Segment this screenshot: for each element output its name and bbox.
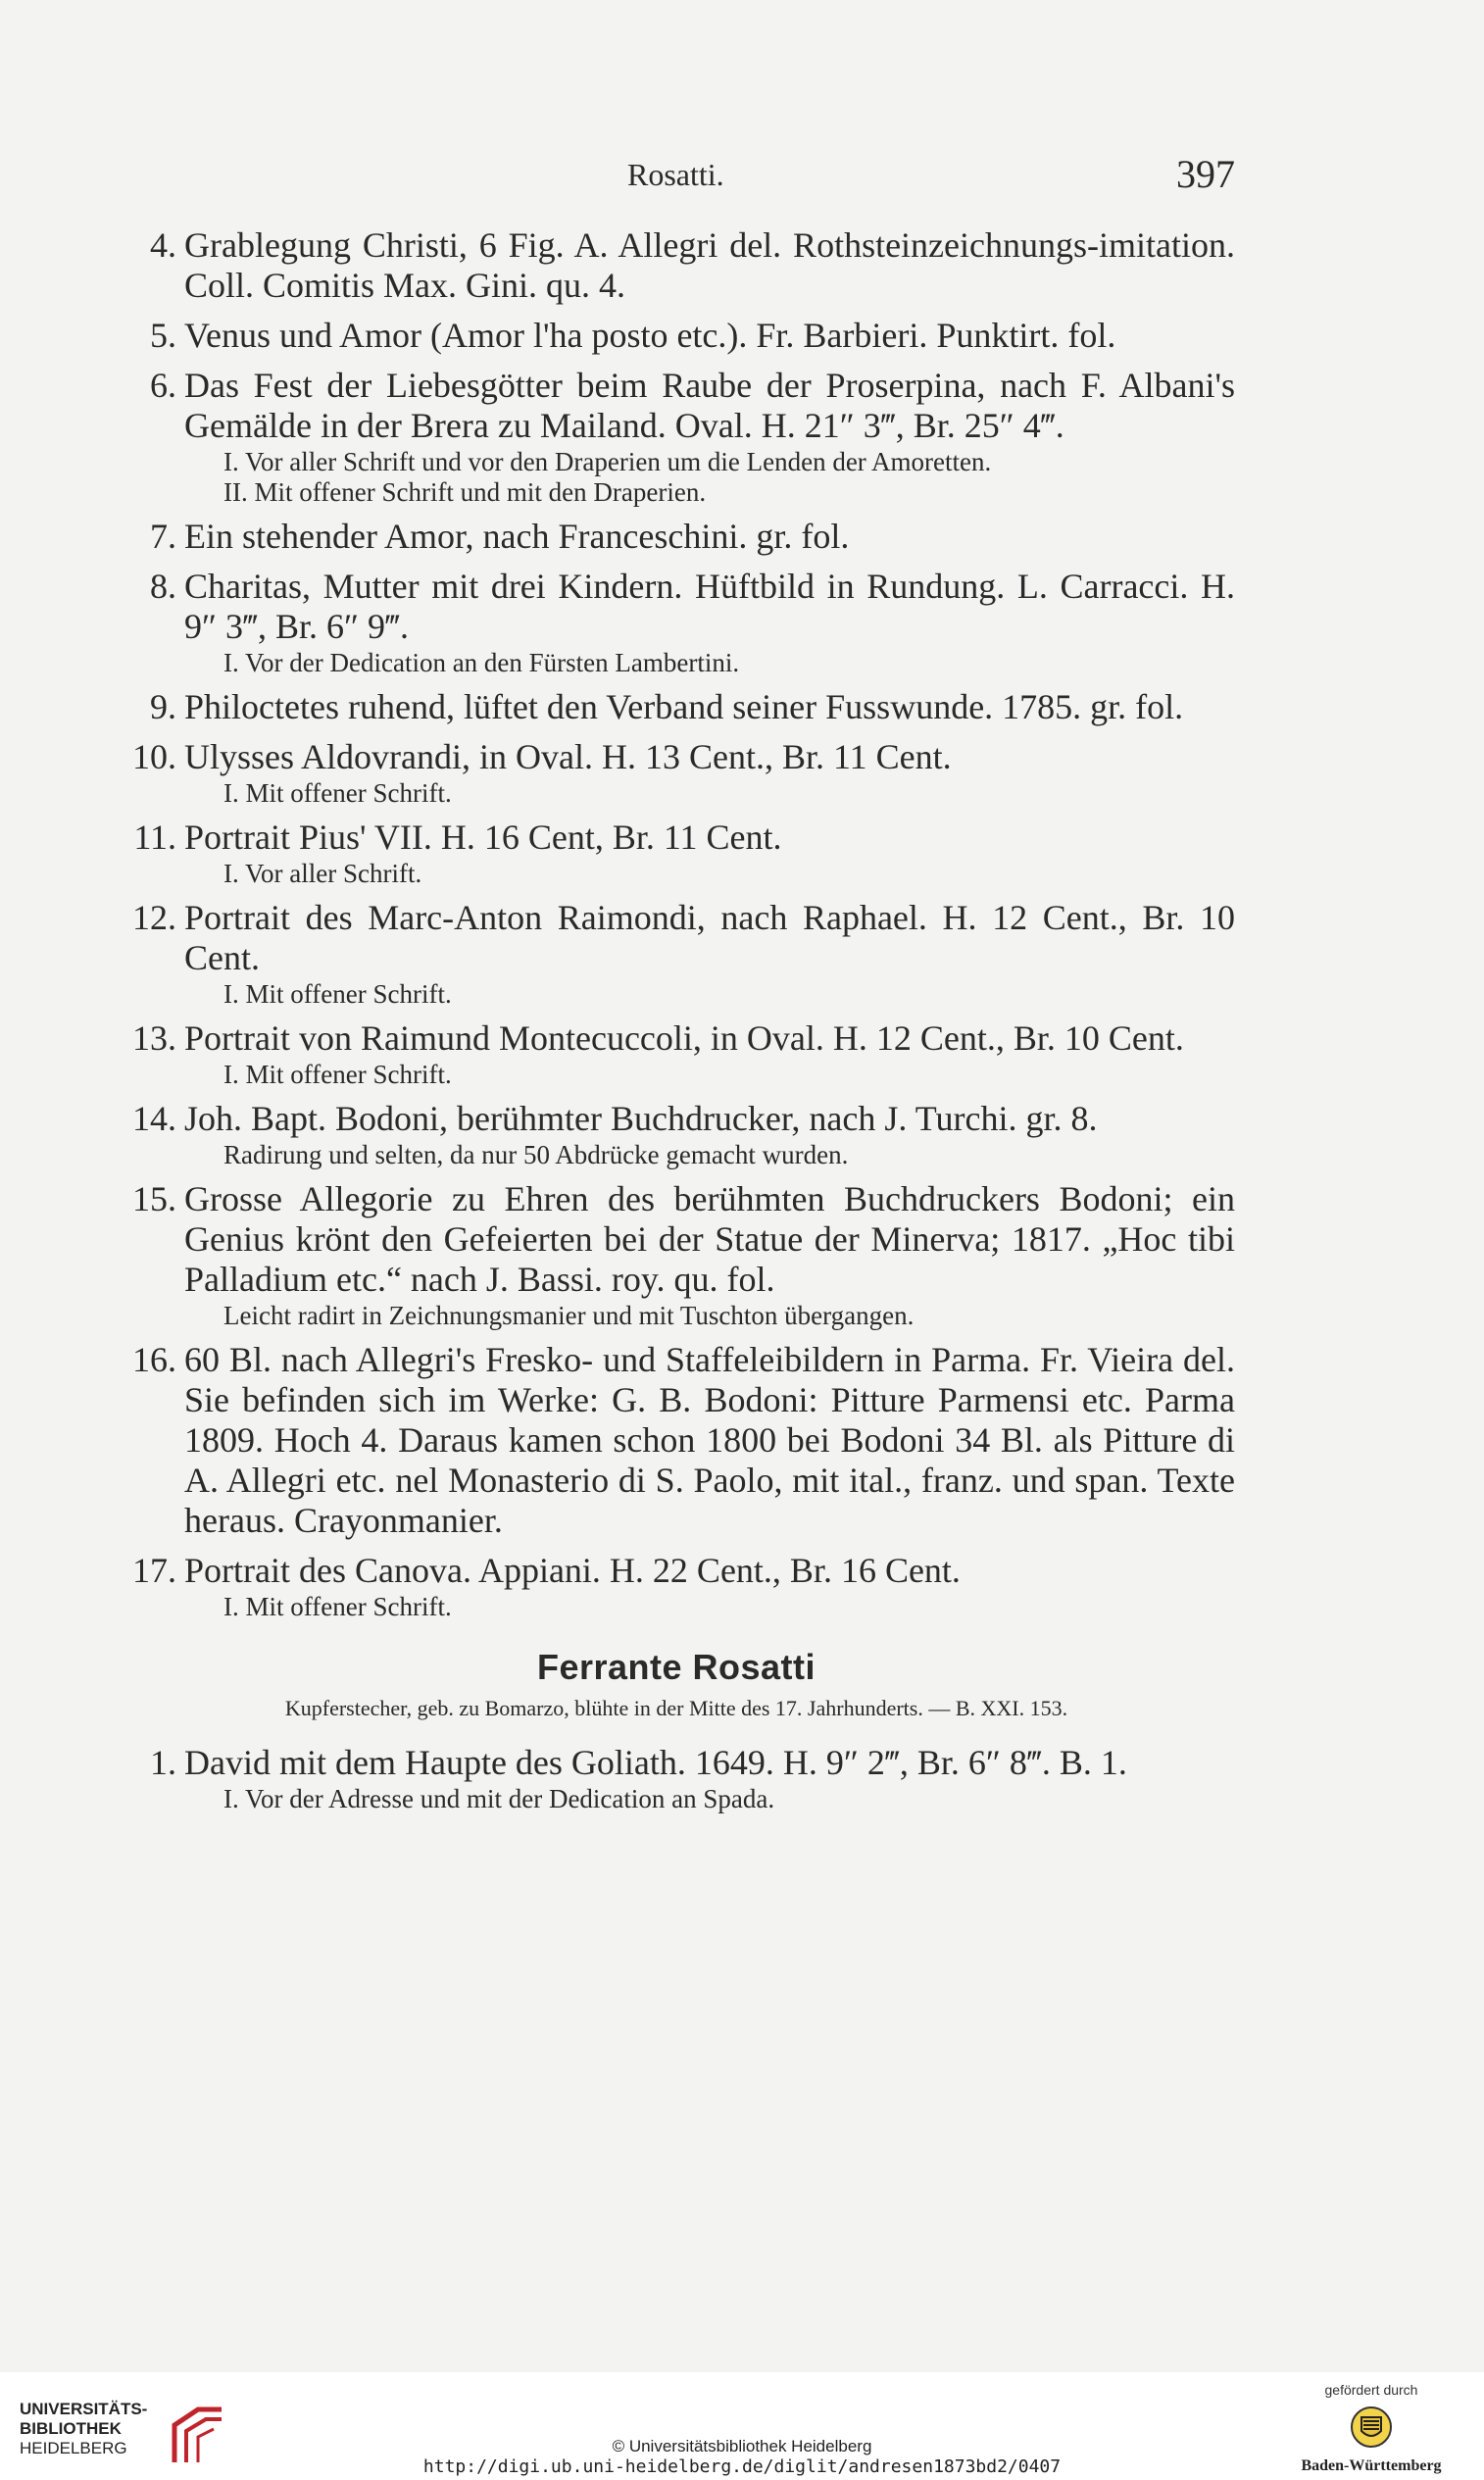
entry-text: Portrait von Raimund Montecuccoli, in Oval. H. 12 Cent., Br. 10 Cent. <box>184 1018 1184 1058</box>
catalog-entry <box>118 366 1235 507</box>
page-number: 397 <box>1176 152 1235 196</box>
entry-note: I. Mit offener Schrift. <box>223 979 452 1009</box>
entry-number: 12. <box>132 898 176 937</box>
logo-line-1: UNIVERSITÄTS- <box>20 2400 148 2418</box>
catalog-entry <box>118 225 1235 306</box>
entry-number: 6. <box>150 366 176 405</box>
entry-number: 14. <box>132 1099 176 1138</box>
entry-number: 13. <box>132 1018 176 1058</box>
entry-text: Joh. Bapt. Bodoni, berühmter Buchdrucker, nach J. Turchi. gr. 8. <box>184 1099 1098 1138</box>
section-title: Ferrante Rosatti <box>536 1647 816 1687</box>
entry-text: Portrait des Marc-Anton Raimondi, nach Raphael. H. 12 Cent., Br. 10 Cent. <box>184 898 1235 977</box>
coat-of-arms-icon <box>1348 2404 1395 2451</box>
entry-text: Grosse Allegorie zu Ehren des berühmten Buchdruckers Bodoni; ein Genius krönt den Gefeierten bei der Statue der Minerva; 1817. „Hoc tibi Palladium etc.“ nach J. Bassi. roy. qu. fol. <box>184 1179 1235 1299</box>
entry-note: I. Mit offener Schrift. <box>223 778 452 808</box>
entry-number: 9. <box>150 687 176 726</box>
entry-number: 10. <box>132 737 176 776</box>
entry-text: Ein stehender Amor, nach Franceschini. gr. fol. <box>184 517 850 556</box>
entry-note: Radirung und selten, da nur 50 Abdrücke gemacht wurden. <box>223 1140 849 1169</box>
sponsor-state-name: Baden-Württemberg <box>1301 2457 1442 2474</box>
entry-text: Das Fest der Liebesgötter beim Raube der Proserpina, nach F. Albani's Gemälde in der Brera zu Mailand. Oval. H. 21″ 3‴, Br. 25″ 4‴. <box>184 366 1235 445</box>
entry-text: Grablegung Christi, 6 Fig. A. Allegri del. Rothsteinzeichnungs-imitation. Coll. Comitis Max. Gini. qu. 4. <box>184 225 1235 305</box>
entry-list <box>118 225 1235 1621</box>
catalog-entry <box>118 517 1235 557</box>
entry-text: 60 Bl. nach Allegri's Fresko- und Staffeleibildern in Parma. Fr. Vieira del. Sie befinden sich im Werke: G. B. Bodoni: Pitture Parmensi etc. Parma 1809. Hoch 4. Daraus kamen schon 1800 bei Bodoni 34 Bl. als Pitture di A. Allegri etc. nel Monasterio di S. Paolo, mit ital., franz. und span. Texte heraus. Crayonmanier. <box>184 1340 1235 1540</box>
catalog-entry <box>118 1099 1235 1169</box>
footer <box>0 2372 1484 2480</box>
entry-text: Venus und Amor (Amor l'ha posto etc.). Fr. Barbieri. Punktirt. fol. <box>184 316 1116 355</box>
entry-text: Charitas, Mutter mit drei Kindern. Hüftbild in Rundung. L. Carracci. H. 9″ 3‴, Br. 6″ 9‴. <box>184 567 1235 646</box>
entry-note: I. Mit offener Schrift. <box>223 1592 452 1621</box>
catalog-entry <box>118 1743 1235 1813</box>
catalog-entry <box>118 567 1235 677</box>
entry-note: I. Mit offener Schrift. <box>223 1060 452 1089</box>
logo-line-3: HEIDELBERG <box>20 2439 127 2457</box>
entry-number: 15. <box>132 1179 176 1218</box>
entry-number: 1. <box>150 1743 176 1782</box>
logo-line-2: BIBLIOTHEK <box>20 2419 122 2438</box>
entry-note: II. Mit offener Schrift und mit den Draperien. <box>223 477 707 507</box>
entry-number: 7. <box>150 517 176 556</box>
entry-text: Ulysses Aldovrandi, in Oval. H. 13 Cent., Br. 11 Cent. <box>184 737 952 776</box>
sponsor-block[interactable] <box>1288 2382 1455 2475</box>
section-subtitle: Kupferstecher, geb. zu Bomarzo, blühte in der Mitte des 17. Jahrhunderts. — B. XXI. 153. <box>284 1696 1068 1720</box>
catalog-entry <box>118 818 1235 888</box>
entry-number: 4. <box>150 225 176 265</box>
catalog-entry <box>118 1551 1235 1621</box>
catalog-entry <box>118 1018 1235 1089</box>
catalog-entry <box>118 316 1235 356</box>
section-entry-list <box>118 1743 1235 1813</box>
entry-note: I. Vor der Adresse und mit der Dedication an Spada. <box>223 1784 775 1813</box>
copyright-notice: © Universitätsbibliothek Heidelberg <box>612 2437 872 2455</box>
permalink-url[interactable]: http://digi.ub.uni-heidelberg.de/diglit/andresen1873bd2/0407 <box>422 2456 1062 2477</box>
catalog-entries <box>118 225 1235 1823</box>
running-head: Rosatti. <box>627 157 724 192</box>
entry-note: I. Vor der Dedication an den Fürsten Lambertini. <box>223 648 740 677</box>
entry-number: 5. <box>150 316 176 355</box>
entry-text: Portrait des Canova. Appiani. H. 22 Cent., Br. 16 Cent. <box>184 1551 961 1590</box>
entry-number: 17. <box>132 1551 176 1590</box>
entry-number: 11. <box>133 818 176 857</box>
catalog-entry <box>118 737 1235 808</box>
entry-text: Philoctetes ruhend, lüftet den Verband seiner Fusswunde. 1785. gr. fol. <box>184 687 1184 726</box>
entry-text: David mit dem Haupte des Goliath. 1649. H. 9″ 2‴, Br. 6″ 8‴. B. 1. <box>184 1743 1127 1782</box>
catalog-entry <box>118 687 1235 727</box>
catalog-entry <box>118 1179 1235 1330</box>
entry-text: Portrait Pius' VII. H. 16 Cent, Br. 11 Cent. <box>184 818 782 857</box>
entry-note: I. Vor aller Schrift. <box>223 859 422 888</box>
page-header <box>118 152 1235 216</box>
entry-number: 8. <box>150 567 176 606</box>
entry-number: 16. <box>132 1340 176 1379</box>
sponsor-label: gefördert durch <box>1324 2382 1418 2398</box>
catalog-entry <box>118 1340 1235 1541</box>
entry-note: I. Vor aller Schrift und vor den Draperien um die Lenden der Amoretten. <box>223 447 992 476</box>
entry-note: Leicht radirt in Zeichnungsmanier und mit Tuschton übergangen. <box>223 1301 915 1330</box>
catalog-entry <box>118 898 1235 1009</box>
